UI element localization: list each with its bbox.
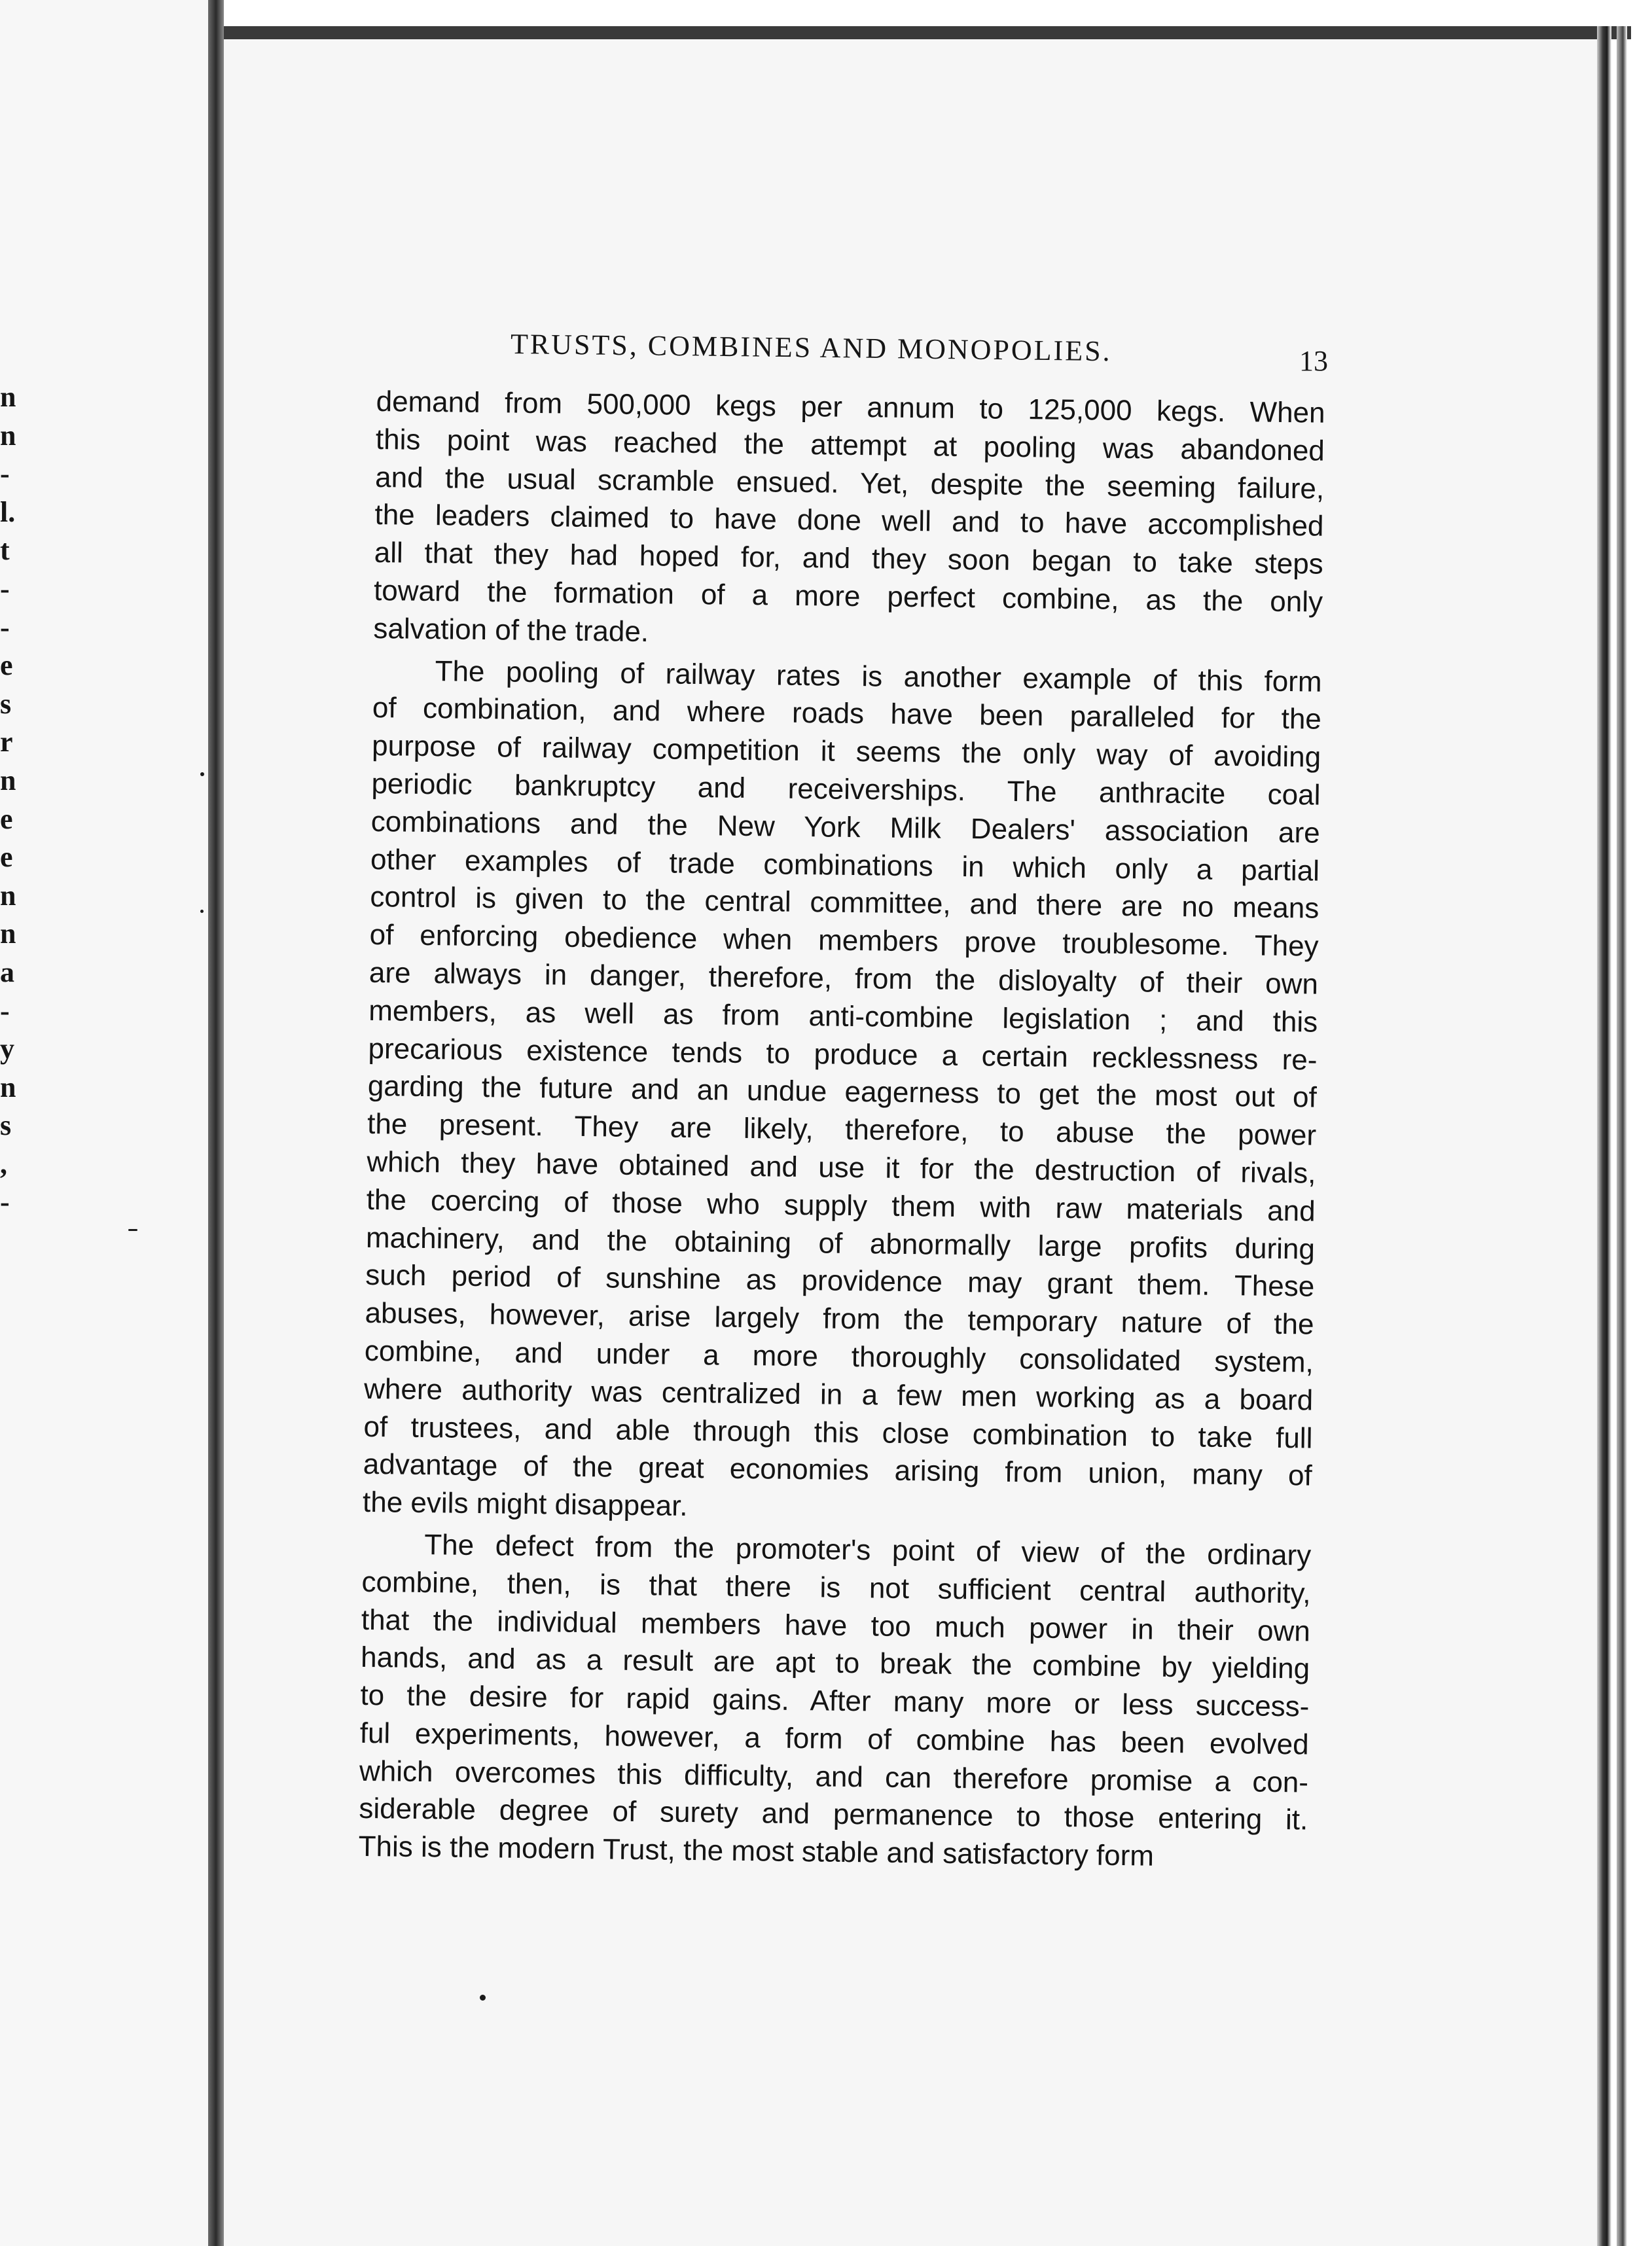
text-line: where authority was centralized in a few men working as a board — [363, 1372, 1314, 1417]
text-line: hands, and as a result are apt to break the combine by yielding — [360, 1641, 1310, 1685]
book-gutter — [208, 0, 224, 2246]
edge-letter: n — [0, 1071, 16, 1103]
text-line: which they have obtained and use it for the destruction of rivals, — [367, 1145, 1316, 1190]
text-line: precarious existence tends to produce a certain recklessness re- — [368, 1032, 1318, 1077]
text-line: advantage of the great economies arising from union, many of — [363, 1448, 1312, 1492]
edge-letter: n — [0, 764, 16, 796]
edge-letter: - — [0, 994, 10, 1027]
edge-letter: n — [0, 879, 16, 912]
edge-letter: s — [0, 687, 12, 720]
body-text — [357, 383, 1325, 1965]
text-line: of combination, and where roads have been paralleled for the — [372, 692, 1322, 736]
edge-letter: - — [0, 572, 10, 605]
text-line: siderable degree of surety and permanence to those entering it. — [359, 1792, 1308, 1837]
text-line: machinery, and the obtaining of abnormally large profits during — [365, 1221, 1316, 1266]
text-line: the present. They are likely, therefore, to abuse the power — [367, 1108, 1317, 1152]
edge-letter: e — [0, 802, 13, 835]
edge-letter: r — [0, 726, 13, 758]
edge-letter: t — [0, 534, 10, 567]
edge-letter: l. — [0, 495, 16, 528]
text-line: salvation of the trade. — [373, 612, 649, 648]
text-line: of trustees, and able through this close combination to take full — [363, 1410, 1313, 1455]
text-line: ful experiments, however, a form of combine has been evolved — [359, 1717, 1309, 1761]
text-line: the leaders claimed to have done well and to have accomplished — [374, 499, 1324, 543]
edge-letter: a — [0, 955, 14, 988]
text-line: purpose of railway competition it seems the only way of avoiding — [371, 730, 1321, 774]
text-line: and the usual scramble ensued. Yet, despite the seeming failure, — [374, 461, 1325, 505]
text-line: demand from 500,000 kegs per annum to 125,000 kegs. When — [376, 385, 1325, 429]
edge-letter: n — [0, 419, 16, 452]
running-head: TRUSTS, COMBINES AND MONOPOLIES. — [510, 328, 1112, 368]
text-line: the coercing of those who supply them with raw materials and — [366, 1183, 1316, 1228]
edge-letter: n — [0, 381, 16, 413]
text-line: periodic bankruptcy and receiverships. The anthracite coal — [371, 767, 1321, 811]
text-line: abuses, however, arise largely from the temporary nature of the — [365, 1297, 1314, 1341]
text-line: control is given to the central committee, and there are no means — [370, 881, 1320, 925]
text-line: The pooling of railway rates is another example of this form — [435, 654, 1322, 698]
text-line: such period of sunshine as providence may grant them. These — [365, 1259, 1315, 1303]
text-line: to the desire for rapid gains. After many more or less success- — [360, 1679, 1310, 1723]
edge-letter: e — [0, 649, 13, 682]
text-line: garding the future and an undue eagerness to get the most out of — [367, 1070, 1318, 1114]
page-right-edge-outer — [1617, 26, 1627, 2246]
left-page-edge-letters — [0, 378, 26, 1222]
ink-speck — [200, 772, 204, 776]
text-line: members, as well as from anti-combine legislation ; and this — [368, 994, 1318, 1039]
edge-letter: , — [0, 1147, 7, 1180]
ink-speck — [480, 1995, 486, 2001]
text-line: which overcomes this difficulty, and can therefore promise a con- — [359, 1755, 1309, 1799]
text-line: all that they had hoped for, and they soon began to take steps — [374, 537, 1324, 580]
ink-speck — [200, 910, 204, 913]
page-number: 13 — [1299, 345, 1328, 377]
text-line: combinations and the New York Milk Dealers' association are — [370, 805, 1321, 849]
text-line: this point was reached the attempt at pooling was abandoned — [375, 423, 1325, 467]
text-line: The defect from the promoter's point of view of the ordinary — [424, 1528, 1312, 1572]
page-right-edge — [1597, 26, 1611, 2246]
text-line: are always in danger, therefore, from the disloyalty of their own — [368, 956, 1319, 1001]
text-line: This is the modern Trust, the most stable and satisfactory form — [358, 1830, 1155, 1872]
text-line: of enforcing obedience when members prove troublesome. They — [369, 919, 1319, 963]
text-line: combine, then, is that there is not sufficient central authority, — [361, 1565, 1311, 1610]
edge-letter: y — [0, 1033, 14, 1065]
edge-letter: - — [0, 457, 10, 490]
text-line: toward the formation of a more perfect combine, as the only — [373, 574, 1323, 618]
text-line: that the individual members have too much power in their own — [361, 1603, 1311, 1648]
edge-letter: - — [0, 1186, 10, 1219]
ink-speck — [128, 1229, 137, 1231]
text-line: other examples of trade combinations in which only a partial — [370, 843, 1320, 887]
edge-letter: e — [0, 841, 13, 874]
edge-letter: s — [0, 1109, 12, 1142]
left-facing-page — [0, 0, 208, 2246]
edge-letter: - — [0, 611, 10, 643]
text-line: combine, and under a more thoroughly consolidated system, — [364, 1334, 1314, 1379]
page-top-edge — [224, 26, 1631, 39]
text-line: the evils might disappear. — [362, 1486, 688, 1523]
edge-letter: n — [0, 918, 16, 950]
